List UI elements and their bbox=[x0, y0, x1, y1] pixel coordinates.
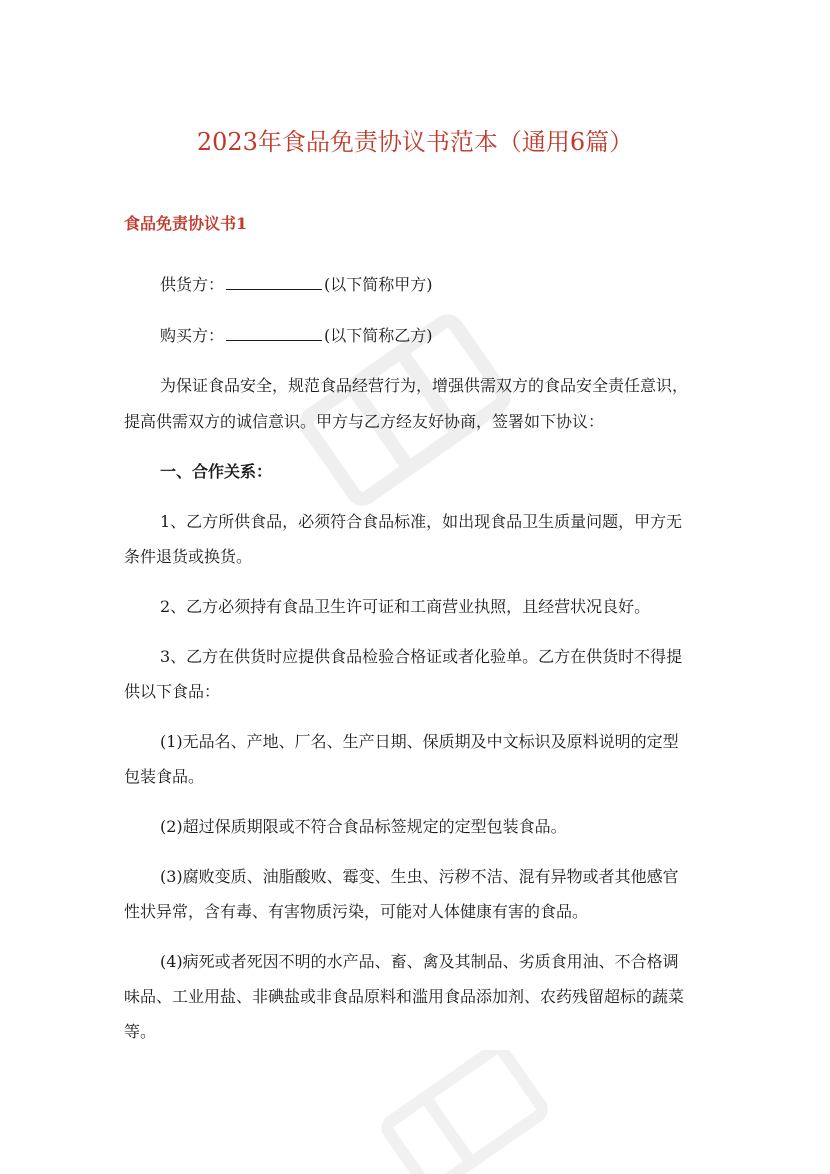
supplier-blank-field bbox=[226, 271, 322, 290]
item-3-line-2: 性状异常，含有毒、有害物质污染，可能对人体健康有害的食品。 bbox=[124, 902, 589, 921]
clause-3-line-1: 3、乙方在供货时应提供食品检验合格证或者化验单。乙方在供货时不得提 bbox=[160, 647, 683, 666]
item-3-line-1: (3)腐败变质、油脂酸败、霉变、生虫、污秽不洁、混有异物或者其他感官 bbox=[160, 867, 679, 886]
supplier-suffix: (以下简称甲方) bbox=[324, 275, 433, 294]
buyer-suffix: (以下简称乙方) bbox=[324, 326, 433, 345]
item-4-line-3: 等。 bbox=[124, 1022, 157, 1041]
watermark-logo-bottom bbox=[360, 1050, 560, 1174]
supplier-line bbox=[160, 271, 433, 298]
item-2: (2)超过保质期限或不符合食品标签规定的定型包装食品。 bbox=[160, 817, 567, 836]
intro-line-2: 提高供需双方的诚信意识。甲方与乙方经友好协商，签署如下协议： bbox=[124, 412, 605, 431]
clause-3-line-2: 供以下食品： bbox=[124, 682, 221, 701]
clause-2: 2、乙方必须持有食品卫生许可证和工商营业执照，且经营状况良好。 bbox=[160, 597, 651, 616]
intro-line-1: 为保证食品安全，规范食品经营行为，增强供需双方的食品安全责任意识， bbox=[160, 376, 689, 395]
item-4-line-2: 味品、工业用盐、非碘盐或非食品原料和滥用食品添加剂、农药残留超标的蔬菜 bbox=[124, 987, 685, 1006]
item-1-line-1: (1)无品名、产地、厂名、生产日期、保质期及中文标识及原料说明的定型 bbox=[160, 732, 679, 751]
clause-1-line-2: 条件退货或换货。 bbox=[124, 547, 253, 566]
document-title: 2023年食品免责协议书范本（通用6篇） bbox=[196, 128, 634, 156]
buyer-blank-field bbox=[226, 322, 322, 341]
section-title: 食品免责协议书1 bbox=[124, 214, 248, 233]
clause-1-line-1: 1、乙方所供食品，必须符合食品标准，如出现食品卫生质量问题，甲方无 bbox=[160, 512, 683, 531]
supplier-label: 供货方： bbox=[160, 275, 225, 294]
item-4-line-1: (4)病死或者死因不明的水产品、畜、禽及其制品、劣质食用油、不合格调 bbox=[160, 952, 679, 971]
buyer-label: 购买方： bbox=[160, 326, 225, 345]
heading-cooperation: 一、合作关系： bbox=[160, 462, 273, 481]
item-1-line-2: 包装食品。 bbox=[124, 767, 205, 786]
buyer-line bbox=[160, 322, 433, 349]
